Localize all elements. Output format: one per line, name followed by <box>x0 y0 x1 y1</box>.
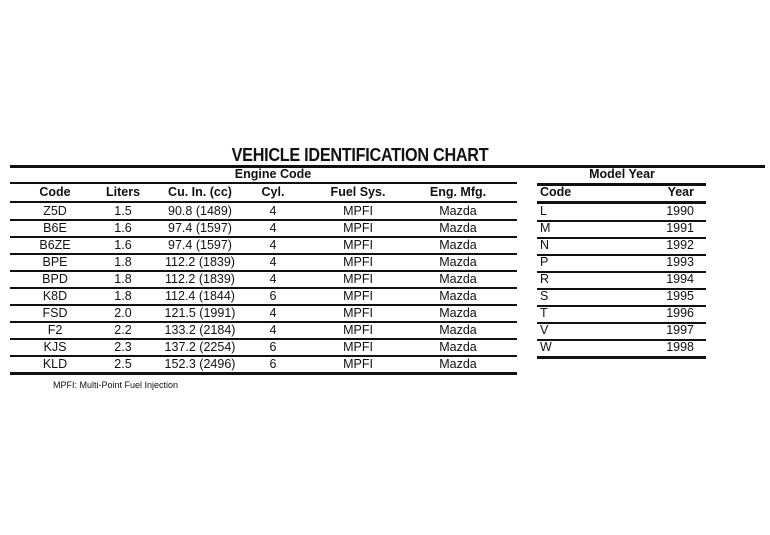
table-cell: 4 <box>269 272 277 286</box>
table-cell: Mazda <box>439 323 477 337</box>
table-cell: 4 <box>269 255 277 269</box>
table-cell: B6ZE <box>39 238 71 252</box>
model-year-heading: Model Year <box>589 167 655 181</box>
header-rule <box>10 182 517 184</box>
table-cell: MPFI <box>343 238 373 252</box>
table-cell: 6 <box>269 289 277 303</box>
table-bottom-rule <box>537 356 706 359</box>
table-cell: MPFI <box>343 340 373 354</box>
table-cell: FSD <box>42 306 68 320</box>
table-cell: 6 <box>269 340 277 354</box>
column-header: Eng. Mfg. <box>429 185 487 199</box>
table-cell: 4 <box>269 306 277 320</box>
footnote: MPFI: Multi-Point Fuel Injection <box>53 380 179 390</box>
table-cell: Mazda <box>439 255 477 269</box>
column-header: Year <box>667 185 694 199</box>
engine-code-heading: Engine Code <box>234 167 312 181</box>
table-cell: MPFI <box>343 289 373 303</box>
table-cell: W <box>540 340 552 354</box>
table-cell: BPE <box>42 255 68 269</box>
column-header: Cyl. <box>261 185 285 199</box>
table-cell: 1995 <box>666 289 694 303</box>
table-cell: MPFI <box>343 357 373 371</box>
table-cell: 1994 <box>666 272 694 286</box>
table-cell: KLD <box>42 357 68 371</box>
table-cell: Mazda <box>439 306 477 320</box>
column-header: Fuel Sys. <box>330 185 386 199</box>
table-cell: F2 <box>47 323 63 337</box>
table-cell: Mazda <box>439 357 477 371</box>
table-cell: 112.2 (1839) <box>165 255 235 269</box>
table-cell: 1993 <box>666 255 694 269</box>
table-cell: 4 <box>269 323 277 337</box>
table-cell: Mazda <box>439 272 477 286</box>
table-cell: 97.4 (1597) <box>168 238 232 252</box>
table-cell: V <box>540 323 549 337</box>
table-cell: BPD <box>42 272 68 286</box>
table-cell: MPFI <box>343 204 373 218</box>
table-cell: MPFI <box>343 255 373 269</box>
table-cell: B6E <box>43 221 67 235</box>
table-cell: Mazda <box>439 221 477 235</box>
table-cell: 2.3 <box>114 340 132 354</box>
table-cell: MPFI <box>343 272 373 286</box>
table-cell: T <box>540 306 548 320</box>
table-cell: 1.8 <box>114 272 132 286</box>
table-cell: K8D <box>42 289 68 303</box>
table-cell: 97.4 (1597) <box>168 221 232 235</box>
table-cell: MPFI <box>343 221 373 235</box>
table-cell: KJS <box>43 340 67 354</box>
table-cell: Mazda <box>439 238 477 252</box>
table-cell: R <box>540 272 550 286</box>
table-bottom-rule <box>10 372 517 375</box>
table-cell: L <box>540 204 547 218</box>
table-cell: 2.5 <box>114 357 132 371</box>
table-cell: Z5D <box>43 204 67 218</box>
table-cell: 1996 <box>666 306 694 320</box>
table-cell: P <box>540 255 549 269</box>
table-cell: 2.2 <box>114 323 132 337</box>
column-header: Code <box>540 185 572 199</box>
column-header: Liters <box>105 185 141 199</box>
table-cell: 90.8 (1489) <box>168 204 232 218</box>
table-cell: 4 <box>269 221 277 235</box>
table-cell: 6 <box>269 357 277 371</box>
column-header-rule <box>10 201 517 203</box>
table-cell: 2.0 <box>114 306 132 320</box>
table-cell: Mazda <box>439 289 477 303</box>
column-header: Code <box>39 185 71 199</box>
table-cell: Mazda <box>439 340 477 354</box>
table-cell: 1991 <box>666 221 694 235</box>
table-cell: 4 <box>269 204 277 218</box>
table-cell: 1997 <box>666 323 694 337</box>
table-cell: 1.8 <box>114 255 132 269</box>
table-cell: 137.2 (2254) <box>164 340 236 354</box>
table-cell: M <box>540 221 551 235</box>
table-cell: 1998 <box>666 340 694 354</box>
table-cell: 121.5 (1991) <box>164 306 236 320</box>
table-cell: 1.5 <box>114 204 132 218</box>
table-cell: 1990 <box>666 204 694 218</box>
table-cell: Mazda <box>439 204 477 218</box>
table-cell: 1.8 <box>114 289 132 303</box>
table-cell: 4 <box>269 238 277 252</box>
table-cell: 112.4 (1844) <box>165 289 235 303</box>
table-cell: 133.2 (2184) <box>164 323 236 337</box>
chart-title: VEHICLE IDENTIFICATION CHART <box>231 145 489 165</box>
table-cell: MPFI <box>343 323 373 337</box>
table-cell: MPFI <box>343 306 373 320</box>
table-cell: 1.6 <box>114 221 132 235</box>
table-cell: S <box>540 289 549 303</box>
table-cell: 1992 <box>666 238 694 252</box>
table-cell: 152.3 (2496) <box>164 357 236 371</box>
table-cell: 112.2 (1839) <box>165 272 235 286</box>
column-header: Cu. In. (cc) <box>168 185 232 199</box>
table-cell: N <box>540 238 550 252</box>
table-cell: 1.6 <box>114 238 132 252</box>
